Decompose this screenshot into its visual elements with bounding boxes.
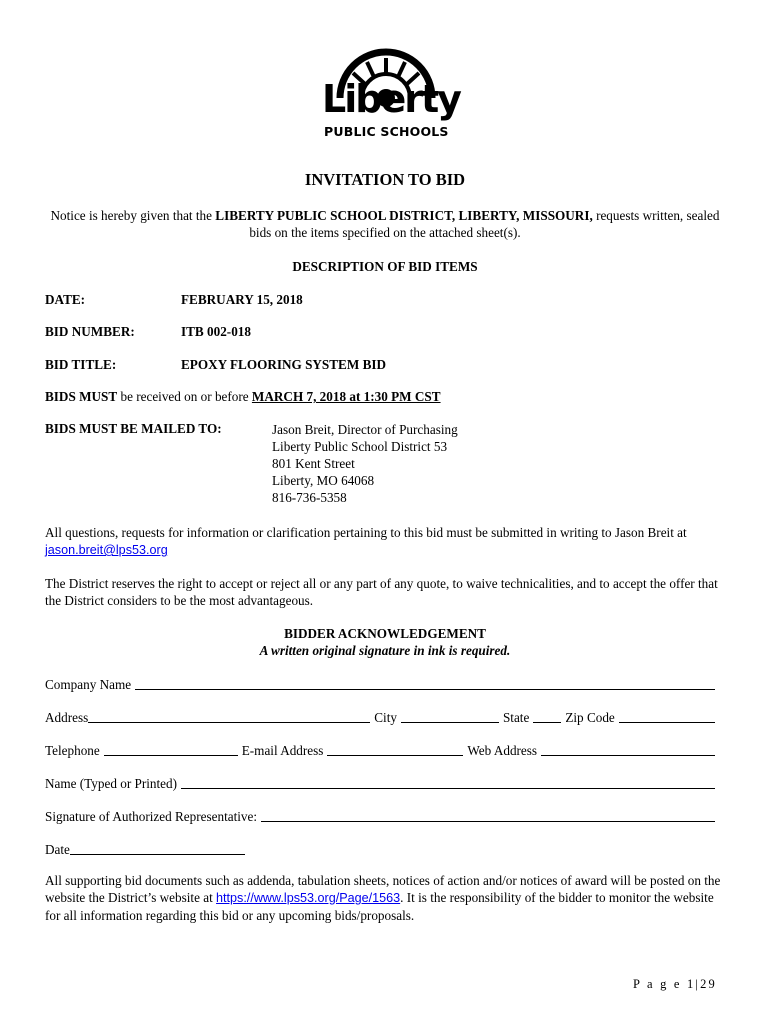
page-total: 29 bbox=[700, 977, 717, 991]
city-label: City bbox=[374, 710, 397, 725]
date-value: FEBRUARY 15, 2018 bbox=[181, 292, 303, 307]
reserves-paragraph: The District reserves the right to accept or reject all or any part of any quote, to waive technicalities, and to accept the offer that the District considers to be the most advantageous. bbox=[45, 576, 718, 608]
email-field[interactable] bbox=[327, 742, 463, 756]
email-link[interactable]: jason.breit@lps53.org bbox=[45, 543, 168, 557]
acknowledgement-heading: BIDDER ACKNOWLEDGEMENT bbox=[284, 626, 486, 641]
notice-paragraph bbox=[40, 207, 730, 241]
signature-label: Signature of Authorized Representative: bbox=[45, 809, 258, 824]
address-line-3: 801 Kent Street bbox=[272, 456, 355, 471]
zip-field[interactable] bbox=[619, 709, 715, 723]
bid-title-value: EPOXY FLOORING SYSTEM BID bbox=[181, 357, 387, 372]
state-label: State bbox=[502, 710, 530, 725]
notice-prefix: Notice is hereby given that the bbox=[50, 208, 216, 223]
name-field[interactable] bbox=[181, 775, 715, 789]
page-number: 1 bbox=[686, 977, 696, 991]
logo-subtitle: PUBLIC SCHOOLS bbox=[324, 124, 449, 139]
liberty-logo bbox=[318, 46, 460, 146]
deadline-when: MARCH 7, 2018 at 1:30 PM CST bbox=[251, 389, 441, 404]
ack-date-label: Date bbox=[45, 842, 70, 857]
company-label: Company Name bbox=[45, 677, 132, 692]
acknowledgement-subheading: A written original signature in ink is required. bbox=[259, 643, 511, 658]
address-row bbox=[45, 708, 715, 726]
state-field[interactable] bbox=[533, 709, 561, 723]
date-row bbox=[45, 840, 245, 858]
questions-text: All questions, requests for information or clarification pertaining to this bid must be submitted in writing to Jason Breit at bbox=[45, 525, 687, 540]
page-title: INVITATION TO BID bbox=[304, 170, 466, 189]
deadline-line bbox=[45, 389, 441, 405]
address-line-1: Jason Breit, Director of Purchasing bbox=[272, 422, 458, 437]
deadline-middle: be received on or before bbox=[117, 389, 252, 404]
bid-number-label: BID NUMBER: bbox=[45, 324, 135, 339]
supporting-part1: All supporting bid documents such as addenda, tabulation sheets, notices of action and/or notices of award will be posted on the website the District’s website at bbox=[45, 873, 721, 905]
mail-label: BIDS MUST BE MAILED TO: bbox=[45, 421, 222, 436]
address-line-5: 816-736-5358 bbox=[272, 490, 347, 505]
notice-entity: LIBERTY PUBLIC SCHOOL DISTRICT, LIBERTY, MISSOURI, bbox=[215, 208, 593, 223]
ack-date-field[interactable] bbox=[70, 841, 245, 855]
website-link[interactable]: https://www.lps53.org/Page/1563 bbox=[216, 891, 401, 905]
name-row bbox=[45, 774, 715, 792]
supporting-part2: . It is the responsibility of the bidder to monitor the website for all information regarding this bid or any upcoming bids/proposals. bbox=[45, 890, 714, 923]
questions-paragraph bbox=[45, 524, 730, 559]
contact-row bbox=[45, 741, 715, 759]
email-label: E-mail Address bbox=[241, 743, 324, 758]
web-field[interactable] bbox=[541, 742, 715, 756]
date-label: DATE: bbox=[45, 292, 86, 307]
page-label: P a g e bbox=[633, 977, 682, 991]
zip-label: Zip Code bbox=[565, 710, 615, 725]
notice-suffix: requests written, sealed bids on the items specified on the attached sheet(s). bbox=[249, 208, 720, 240]
company-field[interactable] bbox=[135, 676, 715, 690]
address-label: Address bbox=[45, 710, 89, 725]
signature-field[interactable] bbox=[261, 808, 715, 822]
telephone-field[interactable] bbox=[104, 742, 238, 756]
bid-number-value: ITB 002-018 bbox=[181, 324, 251, 339]
mailing-address bbox=[272, 421, 458, 506]
signature-row bbox=[45, 807, 715, 825]
address-field[interactable] bbox=[88, 709, 370, 723]
name-label: Name (Typed or Printed) bbox=[45, 776, 178, 791]
city-field[interactable] bbox=[401, 709, 499, 723]
address-line-2: Liberty Public School District 53 bbox=[272, 439, 448, 454]
deadline-lead: BIDS MUST bbox=[45, 389, 118, 404]
address-line-4: Liberty, MO 64068 bbox=[272, 473, 375, 488]
company-row bbox=[45, 675, 715, 693]
web-label: Web Address bbox=[467, 743, 538, 758]
page-footer bbox=[633, 977, 717, 992]
bid-title-label: BID TITLE: bbox=[45, 357, 117, 372]
telephone-label: Telephone bbox=[45, 743, 100, 758]
description-heading: DESCRIPTION OF BID ITEMS bbox=[292, 259, 478, 274]
page-separator: | bbox=[695, 977, 701, 991]
supporting-paragraph bbox=[45, 872, 730, 924]
logo-wordmark: Liberty bbox=[322, 77, 460, 121]
